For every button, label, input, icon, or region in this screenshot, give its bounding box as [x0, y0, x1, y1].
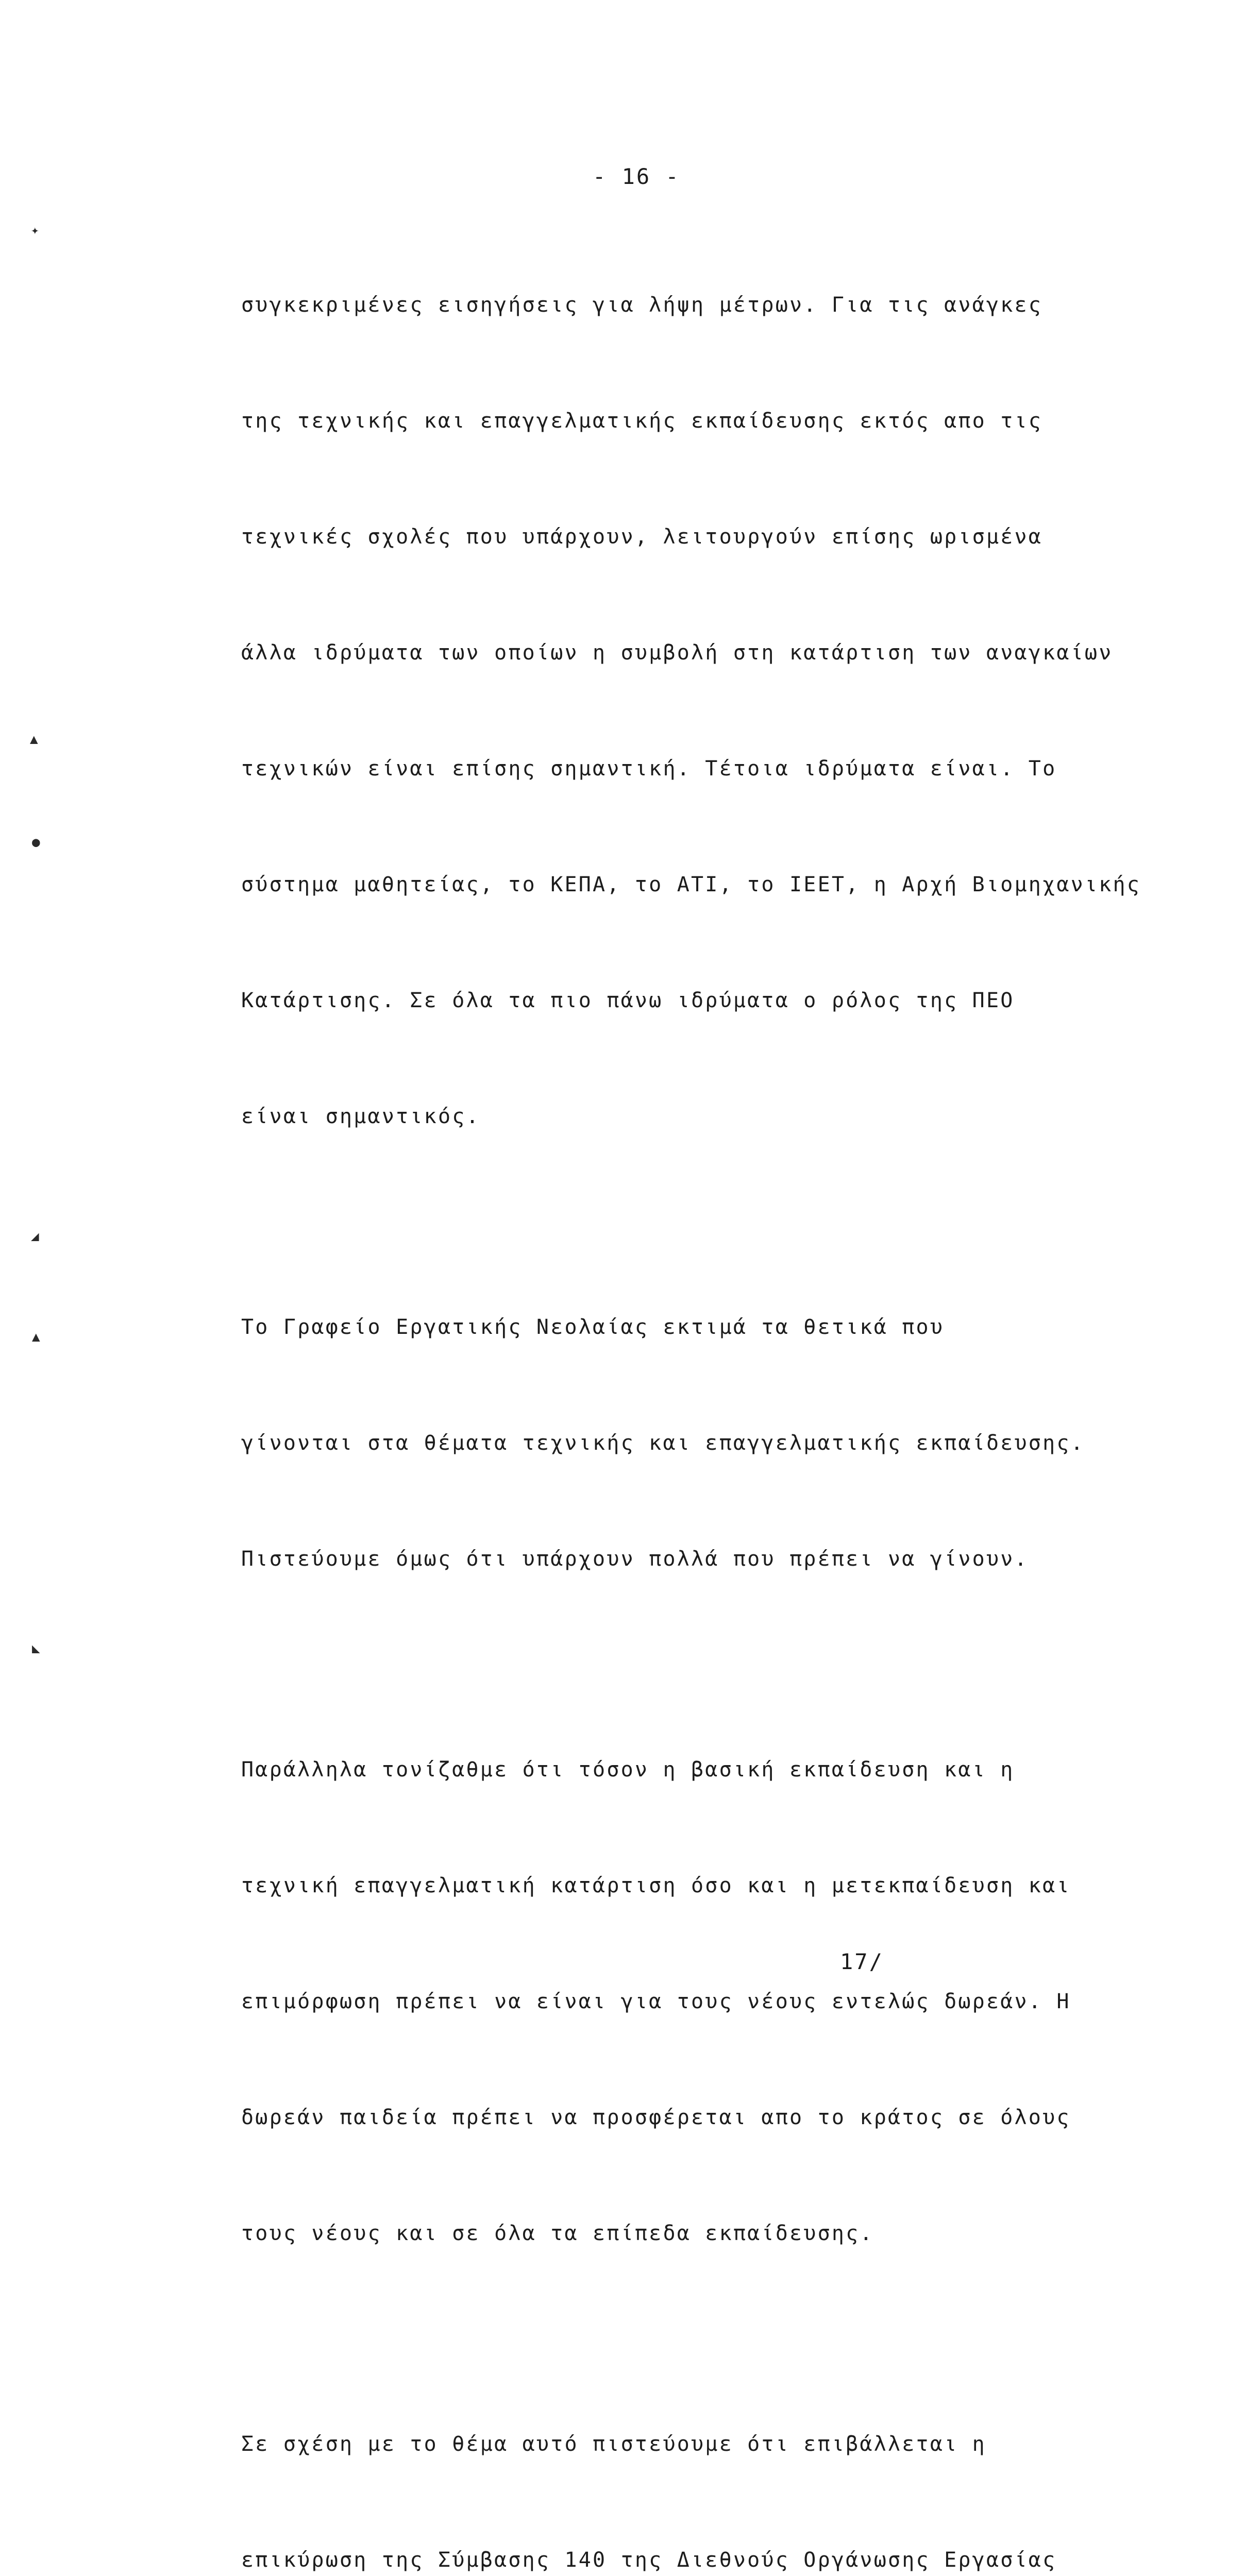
text-line: της τεχνικής και επαγγελματικής εκπαίδευσης εκτός απο τις	[241, 409, 1043, 433]
text-line: σύστημα μαθητείας, το ΚΕΠΑ, το ΑΤΙ, το ΙΕΕΤ, η Αρχή Βιομηχανικής	[241, 873, 1141, 896]
text-line: τεχνικές σχολές που υπάρχουν, λειτουργούν επίσης ωρισμένα	[241, 525, 1043, 549]
text-line: άλλα ιδρύματα των οποίων η συμβολή στη κατάρτιση των αναγκαίων	[241, 641, 1113, 665]
margin-mark: ▲	[30, 732, 38, 747]
text-line: Πιστεύουμε όμως ότι υπάρχουν πολλά που πρέπει να γίνουν.	[241, 1547, 1029, 1571]
next-page-reference: 17/	[840, 1949, 884, 1974]
margin-mark: ◢	[31, 1229, 39, 1244]
page-number: - 16 -	[593, 164, 680, 189]
text-line: γίνονται στα θέματα τεχνικής και επαγγελματικής εκπαίδευσης.	[241, 1431, 1085, 1455]
paragraph	[241, 1673, 1231, 2330]
margin-mark: ●	[32, 835, 40, 850]
paragraph	[241, 209, 1231, 1213]
text-line: είναι σημαντικός.	[241, 1105, 480, 1128]
text-line: Σε σχέση με το θέμα αυτό πιστεύουμε ότι επιβάλλεται η	[241, 2432, 986, 2456]
text-line: επικύρωση της Σύμβασης 140 της Διεθνούς Οργάνωσης Εργασίας	[241, 2548, 1057, 2572]
text-line: Παράλληλα τονίζαθμε ότι τόσον η βασική εκπαίδευση και η	[241, 1758, 1015, 1782]
paragraph	[241, 2348, 1231, 2576]
margin-mark: ◣	[32, 1641, 40, 1656]
text-line: τεχνικών είναι επίσης σημαντική. Τέτοια ιδρύματα είναι. Το	[241, 757, 1057, 781]
text-line: δωρεάν παιδεία πρέπει να προσφέρεται απο το κράτος σε όλους	[241, 2106, 1071, 2129]
paragraph	[241, 1231, 1231, 1656]
text-line: Κατάρτισης. Σε όλα τα πιο πάνω ιδρύματα ο ρόλος της ΠΕΟ	[241, 989, 1015, 1012]
margin-mark: ▲	[32, 1329, 40, 1345]
document-body	[241, 209, 1231, 2576]
margin-mark: ✦	[31, 223, 39, 238]
text-line: επιμόρφωση πρέπει να είναι για τους νέους εντελώς δωρεάν. Η	[241, 1990, 1071, 2013]
text-line: συγκεκριμένες εισηγήσεις για λήψη μέτρων. Για τις ανάγκες	[241, 293, 1043, 317]
text-line: τεχνική επαγγελματική κατάρτιση όσο και η μετεκπαίδευση και	[241, 1874, 1071, 1897]
text-line: τους νέους και σε όλα τα επίπεδα εκπαίδευσης.	[241, 2222, 874, 2245]
text-line: Το Γραφείο Εργατικής Νεολαίας εκτιμά τα θετικά που	[241, 1315, 945, 1339]
